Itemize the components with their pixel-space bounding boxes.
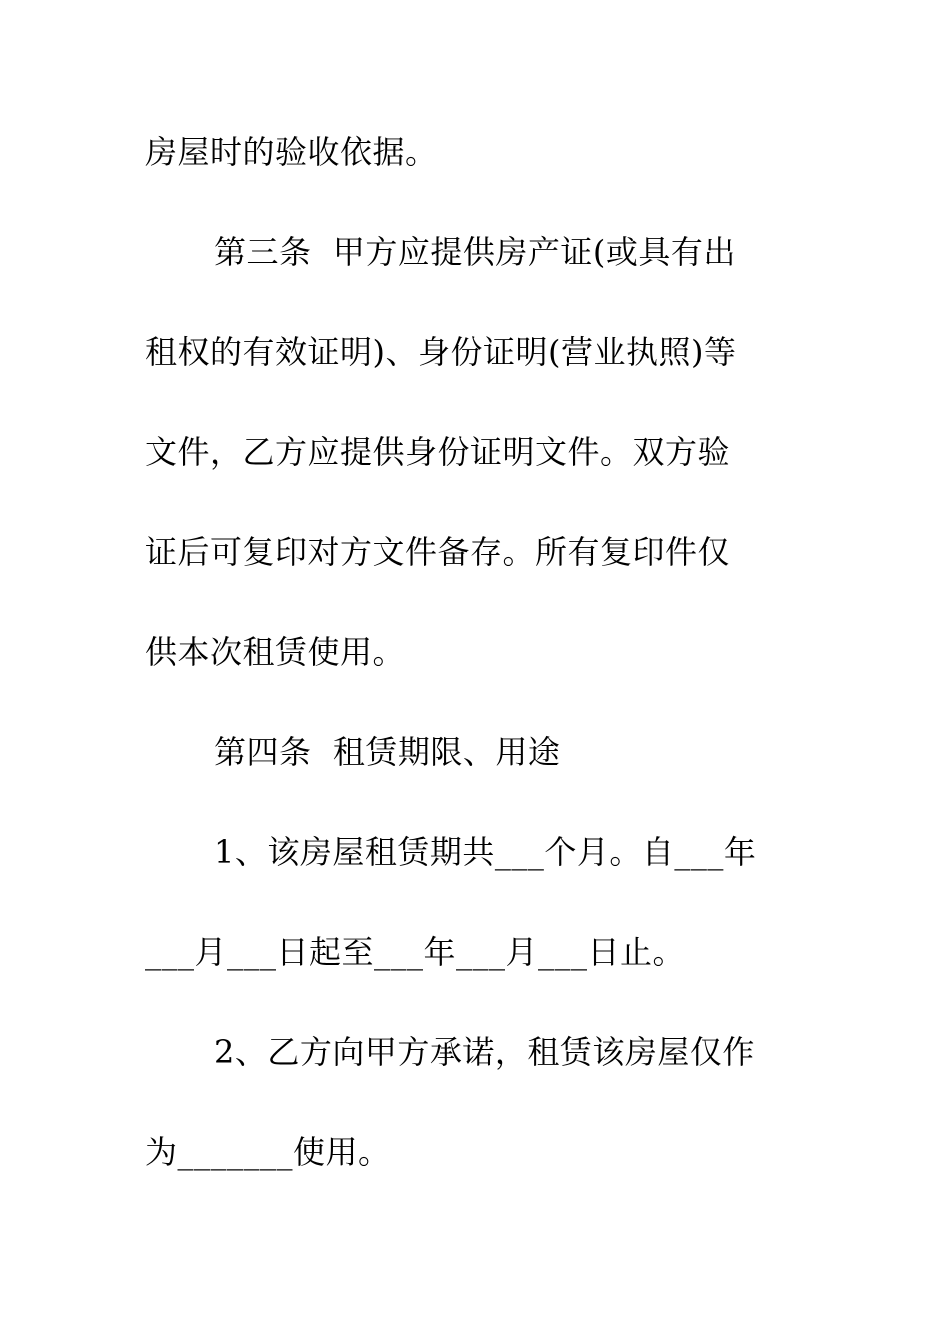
clause-two-purpose-line: 为_______使用。 xyxy=(145,1133,391,1171)
paragraph-line: 文件，乙方应提供身份证明文件。双方验 xyxy=(145,433,731,471)
clause-one-dates-line: ___月___日起至___年___月___日止。 xyxy=(145,933,686,971)
clause-one-line: 1、该房屋租赁期共___个月。自___年 xyxy=(214,833,757,871)
article-three-heading-line: 第三条 甲方应提供房产证(或具有出 xyxy=(214,233,736,271)
paragraph-line: 租权的有效证明)、身份证明(营业执照)等 xyxy=(145,333,737,371)
article-four-heading: 第四条 租赁期限、用途 xyxy=(214,733,561,771)
paragraph-line: 证后可复印对方文件备存。所有复印件仅 xyxy=(145,533,731,571)
paragraph-line: 房屋时的验收依据。 xyxy=(145,133,438,171)
paragraph-line: 供本次租赁使用。 xyxy=(145,633,406,671)
clause-two-line: 2、乙方向甲方承诺，租赁该房屋仅作 xyxy=(214,1033,755,1071)
